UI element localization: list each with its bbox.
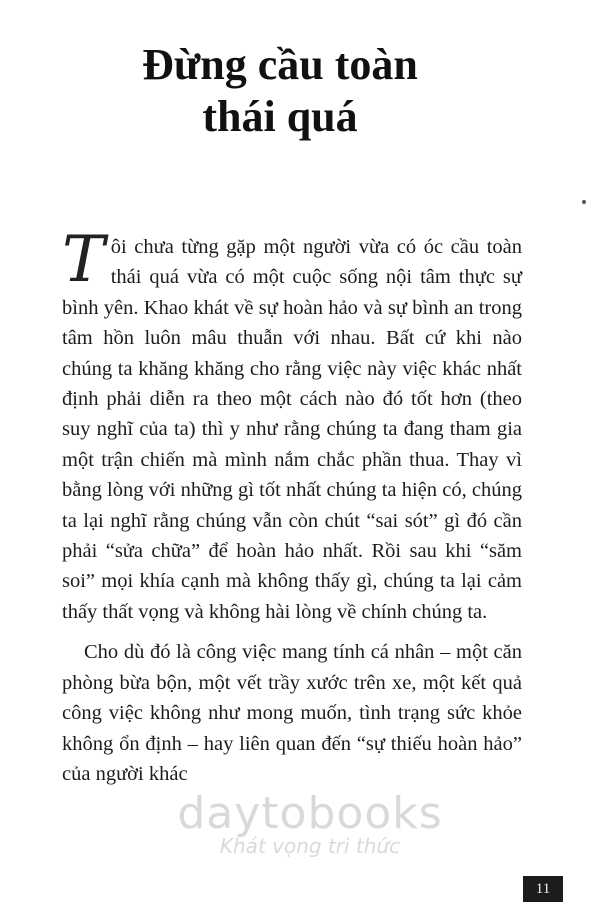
chapter-title [60, 39, 500, 143]
chapter-title-line-2: thái quá [202, 92, 358, 142]
drop-cap: T [62, 223, 105, 297]
page-number: 11 [523, 876, 563, 902]
paragraph-2: Cho dù đó là công việc mang tính cá nhân – một căn phòng bừa bộn, một vết trầy xước trên xe, một kết quả công việc không như mong muốn, tình trạng sức khỏe không ổn định – hay liên quan đến “sự thiếu hoàn hảo” của người khác [62, 641, 522, 785]
watermark-logo: daytobooks [177, 788, 443, 839]
paragraph-1 [62, 223, 522, 627]
paragraph-1-text: ôi chưa từng gặp một người vừa có óc cầu toàn thái quá vừa có một cuộc sống nội tâm thực sự bình yên. Khao khát về sự hoàn hảo và sự bình an trong tâm hồn luôn mâu thuẫn với nhau. Bất cứ khi nào chúng ta khăng khăng cho rằng việc này việc khác nhất định phải diễn ra theo một cách nào đó tốt hơn (theo suy nghĩ của ta) thì y như rằng chúng ta đang tham gia một trận chiến mà mình nắm chắc phần thua. Thay vì bằng lòng với những gì tốt nhất chúng ta hiện có, chúng ta lại nghĩ rằng chúng vẫn còn chút “sai sót” gì đó cần phải “sửa chữa” để hoàn hảo nhất. Rồi sau khi “săm soi” mọi khía cạnh mà không thấy gì, chúng ta lại cảm thấy thất vọng và không hài lòng về chính chúng ta. [62, 236, 522, 623]
watermark-slogan: Khát vọng tri thức [219, 834, 401, 858]
margin-dot [582, 200, 586, 204]
chapter-title-line-1: Đừng cầu toàn [142, 40, 418, 90]
watermark [150, 790, 470, 858]
chapter-body [62, 223, 522, 789]
